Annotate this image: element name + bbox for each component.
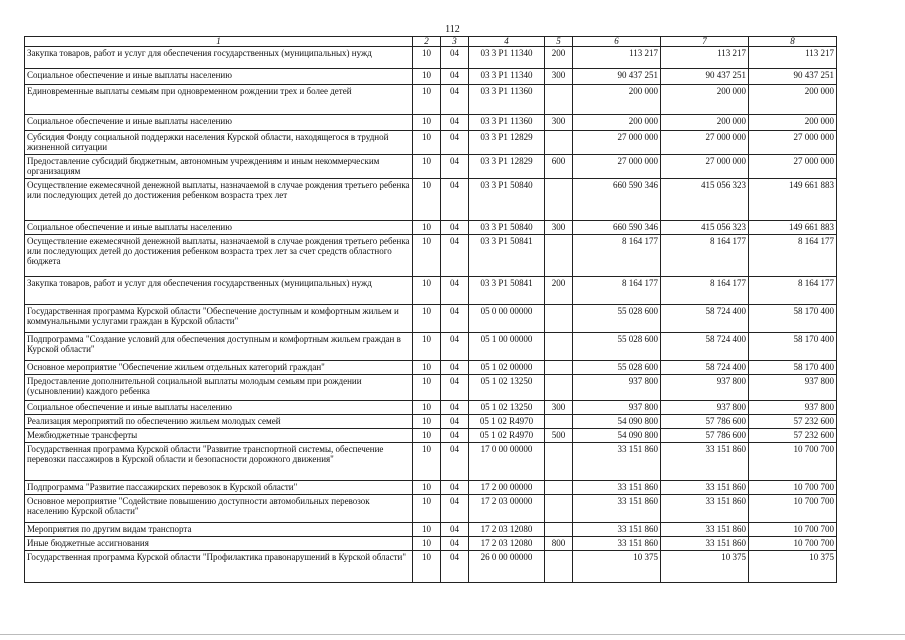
table-row — [25, 481, 837, 495]
subsection-code: 04 — [441, 85, 469, 115]
table-row — [25, 333, 837, 361]
subsection-code: 04 — [441, 235, 469, 277]
table-row — [25, 131, 837, 155]
amount-year-2: 58 724 400 — [661, 305, 749, 333]
table-row — [25, 179, 837, 221]
row-name: Закупка товаров, работ и услуг для обеспечения государственных (муниципальных) нужд — [25, 277, 413, 305]
header-row — [25, 37, 837, 47]
amount-year-3: 27 000 000 — [749, 131, 837, 155]
amount-year-3: 10 700 700 — [749, 537, 837, 551]
amount-year-1: 33 151 860 — [573, 481, 661, 495]
target-article-code: 03 3 P1 11360 — [469, 85, 545, 115]
amount-year-2: 200 000 — [661, 85, 749, 115]
table-row — [25, 221, 837, 235]
amount-year-2: 33 151 860 — [661, 537, 749, 551]
subsection-code: 04 — [441, 333, 469, 361]
amount-year-1: 27 000 000 — [573, 155, 661, 179]
amount-year-3: 10 700 700 — [749, 495, 837, 523]
table-row — [25, 375, 837, 401]
amount-year-3: 58 170 400 — [749, 361, 837, 375]
amount-year-1: 33 151 860 — [573, 523, 661, 537]
expense-type-code — [545, 443, 573, 481]
row-name: Основное мероприятие "Содействие повышению доступности автомобильных перевозок населению Курской области" — [25, 495, 413, 523]
section-code: 10 — [413, 235, 441, 277]
table-row — [25, 401, 837, 415]
amount-year-2: 33 151 860 — [661, 443, 749, 481]
row-name: Основное мероприятие "Обеспечение жильем отдельных категорий граждан" — [25, 361, 413, 375]
column-header: 1 — [25, 37, 413, 47]
amount-year-3: 200 000 — [749, 85, 837, 115]
target-article-code: 05 1 02 R4970 — [469, 429, 545, 443]
expense-type-code — [545, 179, 573, 221]
expense-type-code — [545, 481, 573, 495]
amount-year-3: 8 164 177 — [749, 277, 837, 305]
amount-year-3: 8 164 177 — [749, 235, 837, 277]
amount-year-2: 33 151 860 — [661, 523, 749, 537]
table-row — [25, 277, 837, 305]
subsection-code: 04 — [441, 401, 469, 415]
expense-type-code — [545, 415, 573, 429]
section-code: 10 — [413, 277, 441, 305]
target-article-code: 17 2 00 00000 — [469, 481, 545, 495]
subsection-code: 04 — [441, 429, 469, 443]
amount-year-2: 57 786 600 — [661, 415, 749, 429]
amount-year-3: 149 661 883 — [749, 221, 837, 235]
row-name: Закупка товаров, работ и услуг для обеспечения государственных (муниципальных) нужд — [25, 47, 413, 69]
row-name: Иные бюджетные ассигнования — [25, 537, 413, 551]
row-name: Социальное обеспечение и иные выплаты населению — [25, 221, 413, 235]
amount-year-3: 57 232 600 — [749, 415, 837, 429]
row-name: Реализация мероприятий по обеспечению жильем молодых семей — [25, 415, 413, 429]
subsection-code: 04 — [441, 277, 469, 305]
page-number: 112 — [445, 24, 460, 35]
amount-year-1: 33 151 860 — [573, 537, 661, 551]
amount-year-2: 90 437 251 — [661, 69, 749, 85]
expense-type-code: 300 — [545, 401, 573, 415]
subsection-code: 04 — [441, 523, 469, 537]
target-article-code: 03 3 P1 11360 — [469, 115, 545, 131]
amount-year-3: 58 170 400 — [749, 333, 837, 361]
expense-type-code — [545, 495, 573, 523]
section-code: 10 — [413, 221, 441, 235]
row-name: Социальное обеспечение и иные выплаты населению — [25, 401, 413, 415]
amount-year-1: 937 800 — [573, 375, 661, 401]
amount-year-1: 113 217 — [573, 47, 661, 69]
amount-year-3: 937 800 — [749, 401, 837, 415]
amount-year-1: 200 000 — [573, 115, 661, 131]
table-row — [25, 429, 837, 443]
expense-type-code: 300 — [545, 115, 573, 131]
table-row — [25, 361, 837, 375]
table-row — [25, 495, 837, 523]
subsection-code: 04 — [441, 375, 469, 401]
subsection-code: 04 — [441, 131, 469, 155]
section-code: 10 — [413, 443, 441, 481]
subsection-code: 04 — [441, 481, 469, 495]
subsection-code: 04 — [441, 305, 469, 333]
amount-year-1: 200 000 — [573, 85, 661, 115]
table-row — [25, 523, 837, 537]
section-code: 10 — [413, 131, 441, 155]
amount-year-2: 415 056 323 — [661, 179, 749, 221]
section-code: 10 — [413, 47, 441, 69]
amount-year-1: 937 800 — [573, 401, 661, 415]
subsection-code: 04 — [441, 115, 469, 131]
subsection-code: 04 — [441, 443, 469, 481]
target-article-code: 03 3 P1 50840 — [469, 179, 545, 221]
amount-year-3: 57 232 600 — [749, 429, 837, 443]
expense-type-code — [545, 523, 573, 537]
target-article-code: 03 3 P1 11340 — [469, 47, 545, 69]
amount-year-2: 415 056 323 — [661, 221, 749, 235]
table-row — [25, 551, 837, 583]
amount-year-3: 27 000 000 — [749, 155, 837, 179]
row-name: Осуществление ежемесячной денежной выплаты, назначаемой в случае рождения третьего ребенка или последующих детей до достижения ребенком возраста трех лет — [25, 179, 413, 221]
target-article-code: 17 2 03 12080 — [469, 537, 545, 551]
amount-year-3: 149 661 883 — [749, 179, 837, 221]
table-row — [25, 47, 837, 69]
amount-year-1: 55 028 600 — [573, 333, 661, 361]
expense-type-code: 500 — [545, 429, 573, 443]
section-code: 10 — [413, 333, 441, 361]
row-name: Государственная программа Курской области "Профилактика правонарушений в Курской области" — [25, 551, 413, 583]
section-code: 10 — [413, 115, 441, 131]
expense-type-code: 800 — [545, 537, 573, 551]
expense-type-code: 300 — [545, 221, 573, 235]
target-article-code: 26 0 00 00000 — [469, 551, 545, 583]
section-code: 10 — [413, 551, 441, 583]
column-header: 8 — [749, 37, 837, 47]
section-code: 10 — [413, 495, 441, 523]
expense-type-code — [545, 333, 573, 361]
column-header: 4 — [469, 37, 545, 47]
section-code: 10 — [413, 523, 441, 537]
expense-type-code — [545, 235, 573, 277]
column-header: 7 — [661, 37, 749, 47]
subsection-code: 04 — [441, 537, 469, 551]
amount-year-3: 58 170 400 — [749, 305, 837, 333]
row-name: Осуществление ежемесячной денежной выплаты, назначаемой в случае рождения третьего ребенка или последующих детей до достижения ребенком возраста трех лет за счет средств областного бюджета — [25, 235, 413, 277]
expense-type-code — [545, 375, 573, 401]
row-name: Предоставление субсидий бюджетным, автономным учреждениям и иным некоммерческим организациям — [25, 155, 413, 179]
target-article-code: 05 1 02 13250 — [469, 375, 545, 401]
subsection-code: 04 — [441, 47, 469, 69]
expense-type-code: 200 — [545, 47, 573, 69]
amount-year-2: 57 786 600 — [661, 429, 749, 443]
table-row — [25, 85, 837, 115]
row-name: Подпрограмма "Создание условий для обеспечения доступным и комфортным жильем граждан в Курской области" — [25, 333, 413, 361]
amount-year-1: 660 590 346 — [573, 179, 661, 221]
subsection-code: 04 — [441, 221, 469, 235]
section-code: 10 — [413, 155, 441, 179]
amount-year-1: 8 164 177 — [573, 277, 661, 305]
amount-year-3: 10 700 700 — [749, 481, 837, 495]
expense-type-code: 200 — [545, 277, 573, 305]
amount-year-1: 33 151 860 — [573, 495, 661, 523]
row-name: Предоставление дополнительной социальной выплаты молодым семьям при рождении (усыновлении) каждого ребенка — [25, 375, 413, 401]
row-name: Мероприятия по другим видам транспорта — [25, 523, 413, 537]
target-article-code: 05 1 02 13250 — [469, 401, 545, 415]
row-name: Подпрограмма "Развитие пассажирских перевозок в Курской области" — [25, 481, 413, 495]
subsection-code: 04 — [441, 361, 469, 375]
section-code: 10 — [413, 375, 441, 401]
target-article-code: 03 3 P1 12829 — [469, 131, 545, 155]
section-code: 10 — [413, 429, 441, 443]
amount-year-3: 90 437 251 — [749, 69, 837, 85]
target-article-code: 03 3 P1 50841 — [469, 235, 545, 277]
amount-year-3: 937 800 — [749, 375, 837, 401]
target-article-code: 03 3 P1 50841 — [469, 277, 545, 305]
table-row — [25, 235, 837, 277]
row-name: Субсидия Фонду социальной поддержки населения Курской области, находящегося в трудной жизненной ситуации — [25, 131, 413, 155]
amount-year-1: 8 164 177 — [573, 235, 661, 277]
amount-year-1: 10 375 — [573, 551, 661, 583]
section-code: 10 — [413, 305, 441, 333]
section-code: 10 — [413, 179, 441, 221]
amount-year-2: 113 217 — [661, 47, 749, 69]
page-edge — [0, 634, 905, 635]
amount-year-2: 937 800 — [661, 375, 749, 401]
table-row — [25, 415, 837, 429]
column-header: 3 — [441, 37, 469, 47]
expense-type-code: 600 — [545, 155, 573, 179]
section-code: 10 — [413, 415, 441, 429]
amount-year-2: 8 164 177 — [661, 235, 749, 277]
section-code: 10 — [413, 85, 441, 115]
amount-year-2: 937 800 — [661, 401, 749, 415]
expense-type-code — [545, 85, 573, 115]
subsection-code: 04 — [441, 551, 469, 583]
amount-year-1: 55 028 600 — [573, 305, 661, 333]
amount-year-3: 113 217 — [749, 47, 837, 69]
section-code: 10 — [413, 537, 441, 551]
amount-year-1: 90 437 251 — [573, 69, 661, 85]
section-code: 10 — [413, 69, 441, 85]
row-name: Социальное обеспечение и иные выплаты населению — [25, 115, 413, 131]
target-article-code: 05 1 02 00000 — [469, 361, 545, 375]
expense-type-code — [545, 131, 573, 155]
column-header: 6 — [573, 37, 661, 47]
target-article-code: 17 2 03 12080 — [469, 523, 545, 537]
target-article-code: 05 0 00 00000 — [469, 305, 545, 333]
amount-year-1: 54 090 800 — [573, 415, 661, 429]
row-name: Единовременные выплаты семьям при одновременном рождении трех и более детей — [25, 85, 413, 115]
subsection-code: 04 — [441, 69, 469, 85]
row-name: Межбюджетные трансферты — [25, 429, 413, 443]
table-row — [25, 69, 837, 85]
amount-year-3: 10 700 700 — [749, 523, 837, 537]
amount-year-2: 10 375 — [661, 551, 749, 583]
subsection-code: 04 — [441, 415, 469, 429]
column-header: 5 — [545, 37, 573, 47]
row-name: Социальное обеспечение и иные выплаты населению — [25, 69, 413, 85]
amount-year-3: 200 000 — [749, 115, 837, 131]
table-row — [25, 537, 837, 551]
amount-year-2: 8 164 177 — [661, 277, 749, 305]
table-row — [25, 443, 837, 481]
amount-year-1: 55 028 600 — [573, 361, 661, 375]
target-article-code: 03 3 P1 50840 — [469, 221, 545, 235]
section-code: 10 — [413, 481, 441, 495]
table-row — [25, 155, 837, 179]
amount-year-2: 58 724 400 — [661, 333, 749, 361]
subsection-code: 04 — [441, 155, 469, 179]
column-header: 2 — [413, 37, 441, 47]
amount-year-3: 10 375 — [749, 551, 837, 583]
section-code: 10 — [413, 401, 441, 415]
amount-year-1: 27 000 000 — [573, 131, 661, 155]
amount-year-1: 54 090 800 — [573, 429, 661, 443]
section-code: 10 — [413, 361, 441, 375]
target-article-code: 17 0 00 00000 — [469, 443, 545, 481]
amount-year-2: 27 000 000 — [661, 131, 749, 155]
target-article-code: 05 1 00 00000 — [469, 333, 545, 361]
target-article-code: 05 1 02 R4970 — [469, 415, 545, 429]
subsection-code: 04 — [441, 179, 469, 221]
table-row — [25, 305, 837, 333]
target-article-code: 17 2 03 00000 — [469, 495, 545, 523]
amount-year-2: 200 000 — [661, 115, 749, 131]
expense-type-code — [545, 551, 573, 583]
amount-year-1: 33 151 860 — [573, 443, 661, 481]
budget-table — [24, 36, 837, 583]
amount-year-2: 27 000 000 — [661, 155, 749, 179]
row-name: Государственная программа Курской области "Развитие транспортной системы, обеспечение перевозки пассажиров в Курской области и безопасности дорожного движения" — [25, 443, 413, 481]
row-name: Государственная программа Курской области "Обеспечение доступным и комфортным жильем и коммунальными услугами граждан в Курской области" — [25, 305, 413, 333]
expense-type-code — [545, 305, 573, 333]
subsection-code: 04 — [441, 495, 469, 523]
target-article-code: 03 3 P1 12829 — [469, 155, 545, 179]
amount-year-2: 33 151 860 — [661, 495, 749, 523]
target-article-code: 03 3 P1 11340 — [469, 69, 545, 85]
amount-year-2: 33 151 860 — [661, 481, 749, 495]
table-row — [25, 115, 837, 131]
expense-type-code: 300 — [545, 69, 573, 85]
amount-year-3: 10 700 700 — [749, 443, 837, 481]
amount-year-2: 58 724 400 — [661, 361, 749, 375]
expense-type-code — [545, 361, 573, 375]
amount-year-1: 660 590 346 — [573, 221, 661, 235]
